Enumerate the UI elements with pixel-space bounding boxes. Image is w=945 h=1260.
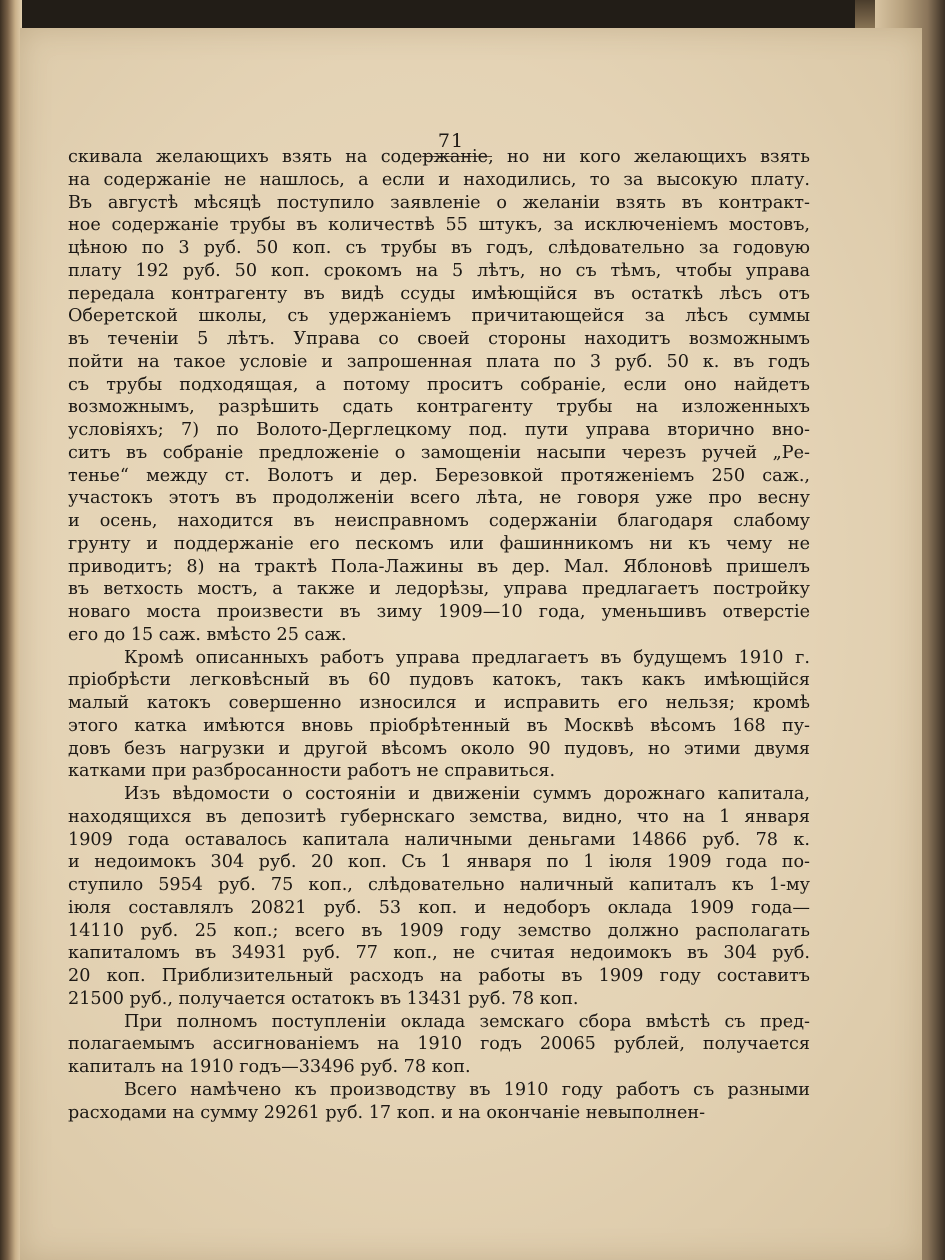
text-line: капиталъ на 1910 годъ—33496 руб. 78 коп. — [68, 1057, 471, 1077]
text-line: 21500 руб., получается остатокъ въ 13431 руб. 78 коп. — [68, 988, 579, 1009]
text-line: пріобрѣсти легковѣсный въ 60 пудовъ катокъ, такъ какъ имѣющійся — [68, 670, 810, 691]
text-line: этого катка имѣются вновь пріобрѣтенный въ Москвѣ вѣсомъ 168 пу- — [68, 715, 810, 736]
text-line: Изъ вѣдомости о состояніи и движеніи суммъ дорожнаго капитала, — [124, 784, 810, 804]
text-line: ное содержаніе трубы въ количествѣ 55 штукъ, за исключеніемъ мостовъ, — [68, 215, 810, 236]
text-line: 20 коп. Приблизительный расходъ на работы въ 1909 году составитъ — [68, 966, 810, 986]
text-line: цѣною по 3 руб. 50 коп. съ трубы въ годъ, слѣдовательно за годовую — [68, 238, 810, 258]
book-left-edge — [0, 0, 22, 1260]
text-line: условiяхъ; 7) по Волото-Дерглецкому под. пути управа вторично вно- — [68, 420, 810, 440]
text-line: тенье“ между ст. Волотъ и дер. Березовкой протяженіемъ 250 саж., — [68, 465, 810, 486]
text-line: пойти на такое условіе и запрошенная плата по 3 руб. 50 к. въ годъ — [68, 351, 810, 372]
text-line: приводитъ; 8) на трактѣ Пола-Лажины въ дер. Мал. Яблоновѣ пришелъ — [68, 556, 810, 577]
text-line: ступило 5954 руб. 75 коп., слѣдовательно наличный капиталъ къ 1-му — [68, 875, 810, 895]
text-line: на содержаніе не нашлось, а если и находились, то за высокую плату. — [68, 169, 810, 190]
text-line: малый катокъ совершенно износился и исправить его нельзя; кромѣ — [68, 693, 810, 713]
text-line: и осень, находится въ неисправномъ содержаніи благодаря слабому — [68, 511, 810, 531]
text-line: его до 15 саж. вмѣсто 25 саж. — [68, 624, 347, 645]
text-line: Кромѣ описанныхъ работъ управа предлагаетъ въ будущемъ 1910 г. — [124, 647, 810, 668]
text-line: 14110 руб. 25 коп.; всего въ 1909 году земство должно располагать — [68, 920, 810, 941]
paragraph-p3 — [68, 783, 810, 1011]
text-line: въ теченіи 5 лѣтъ. Управа со своей стороны находитъ возможнымъ — [68, 329, 810, 349]
text-line: новаго моста произвести въ зиму 1909—10 года, уменьшивъ отверстіе — [68, 602, 810, 622]
paragraph-p1 — [68, 146, 810, 647]
text-line: участокъ этотъ въ продолженіи всего лѣта, не говоря уже про весну — [68, 488, 810, 509]
page-number: 71 — [437, 130, 465, 152]
text-line: возможнымъ, разрѣшить сдать контрагенту трубы на изложенныхъ — [68, 397, 810, 418]
text-line: При полномъ поступленіи оклада земскаго сбора вмѣстѣ съ пред- — [124, 1011, 810, 1032]
text-line: іюля составлялъ 20821 руб. 53 коп. и недоборъ оклада 1909 года— — [68, 897, 810, 918]
text-line: катками при разбросанности работъ не справиться. — [68, 761, 556, 782]
text-line: расходами на сумму 29261 руб. 17 коп. и на окончаніе невыполнен- — [68, 1102, 706, 1123]
text-line: скивала желающихъ взять на содержаніе, но ни кого желающихъ взять — [68, 147, 810, 167]
paragraph-p4 — [68, 1011, 810, 1079]
paragraph-p2 — [68, 647, 810, 784]
text-line: довъ безъ нагрузки и другой вѣсомъ около 90 пудовъ, но этими двумя — [68, 738, 810, 759]
paragraph-p5 — [68, 1079, 810, 1125]
text-line: находящихся въ депозитѣ губернскаго земства, видно, что на 1 января — [68, 806, 810, 827]
text-line: Оберетской школы, съ удержаніемъ причитающейся за лѣсъ суммы — [68, 306, 810, 327]
text-line: 1909 года оставалось капитала наличными деньгами 14866 руб. 78 к. — [68, 829, 810, 850]
text-line: передала контрагенту въ видѣ ссуды имѣющійся въ остаткѣ лѣсъ отъ — [68, 283, 810, 304]
text-line: съ трубы подходящая, а потому проситъ собраніе, если оно найдетъ — [68, 374, 810, 395]
body-text — [68, 146, 810, 1124]
text-line: и недоимокъ 304 руб. 20 коп. Съ 1 января по 1 іюля 1909 года по- — [68, 852, 810, 873]
text-line: грунту и поддержаніе его пескомъ или фашинникомъ ни къ чему не — [68, 533, 810, 554]
text-line: плату 192 руб. 50 коп. срокомъ на 5 лѣтъ, но съ тѣмъ, чтобы управа — [68, 260, 810, 281]
text-line: полагаемымъ ассигнованіемъ на 1910 годъ 20065 рублей, получается — [68, 1034, 810, 1055]
text-line: Всего намѣчено къ производству въ 1910 году работъ съ разными — [124, 1079, 810, 1100]
text-line: Въ августѣ мѣсяцѣ поступило заявленіе о желанiи взять въ контракт- — [68, 192, 810, 213]
text-line: въ ветхость мостъ, а также и ледорѣзы, управа предлагаетъ постройку — [68, 579, 810, 600]
text-line: капиталомъ въ 34931 руб. 77 коп., не считая недоимокъ въ 304 руб. — [68, 943, 810, 964]
text-line: ситъ въ собраніе предложеніе о замощеніи насыпи черезъ ручей „Ре- — [68, 442, 810, 463]
